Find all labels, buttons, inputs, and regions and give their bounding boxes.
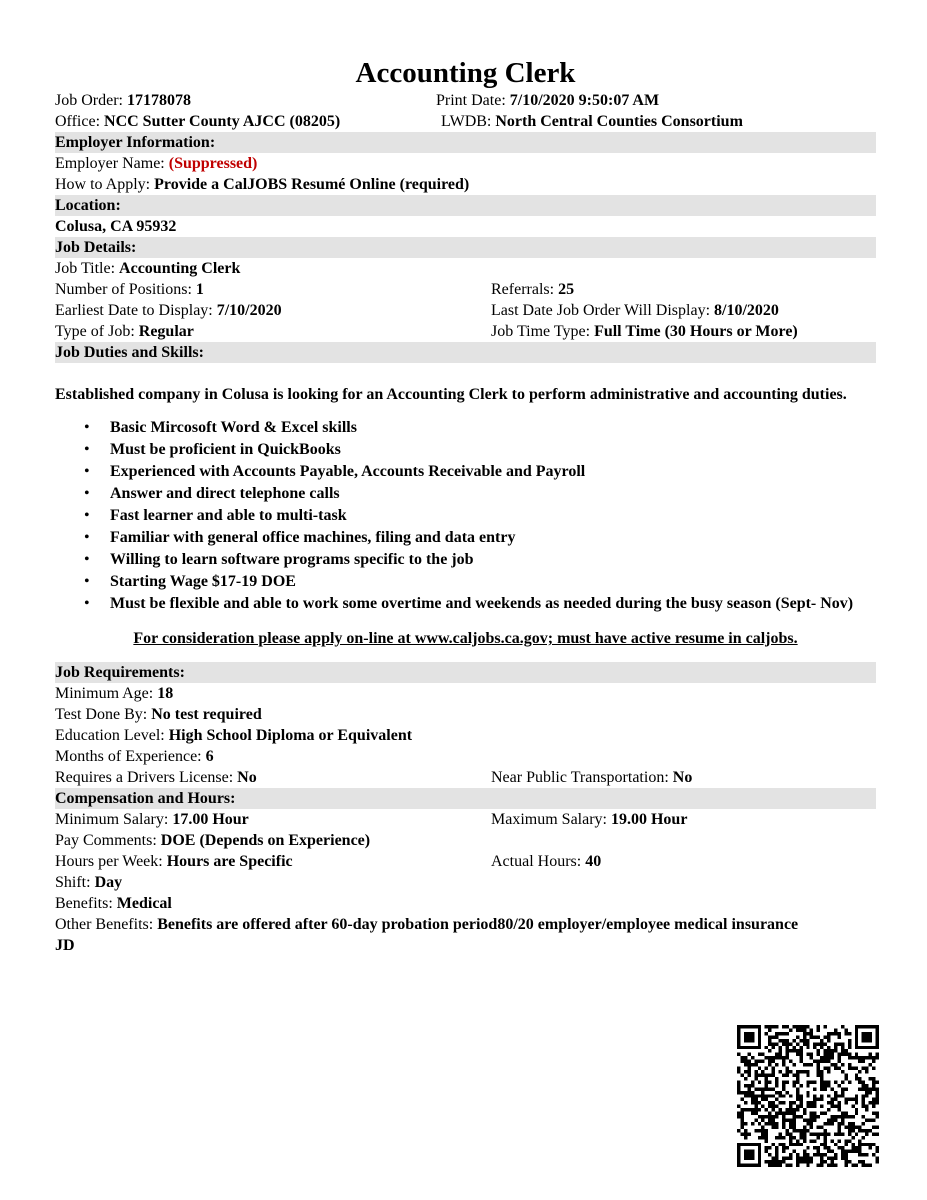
max-salary	[491, 809, 687, 830]
job-type-row	[55, 321, 876, 342]
benefits-row	[55, 893, 876, 914]
benefits-label: Benefits:	[55, 895, 117, 912]
education-row	[55, 725, 876, 746]
duty-item	[55, 439, 876, 461]
lwdb	[441, 111, 743, 132]
max-salary-value: 19.00 Hour	[610, 811, 688, 828]
print-date	[436, 90, 659, 111]
min-salary-value: 17.00 Hour	[172, 811, 249, 828]
duty-text: Familiar with general office machines, filing and data entry	[110, 529, 516, 546]
how-to-apply-row	[55, 174, 876, 195]
how-to-apply-label: How to Apply:	[55, 176, 155, 193]
max-salary-label: Maximum Salary:	[491, 811, 611, 828]
section-compensation: Compensation and Hours:	[55, 788, 876, 809]
public-transport-label: Near Public Transportation:	[491, 769, 673, 786]
bullet-icon: •	[84, 573, 90, 590]
location-value: Colusa, CA 95932	[55, 218, 177, 235]
min-age-value: 18	[157, 685, 174, 702]
employer-name-value: (Suppressed)	[168, 155, 258, 172]
job-type-value: Regular	[138, 323, 194, 340]
public-transport-value: No	[672, 769, 693, 786]
other-benefits-label: Other Benefits:	[55, 916, 158, 933]
shift-row	[55, 872, 876, 893]
duty-item	[55, 571, 876, 593]
earliest-date-value: 7/10/2020	[216, 302, 282, 319]
actual-hours-value: 40	[585, 853, 602, 870]
positions-row	[55, 279, 876, 300]
employer-name-row	[55, 153, 876, 174]
referrals-label: Referrals:	[491, 281, 559, 298]
location-row	[55, 216, 876, 237]
positions-label: Number of Positions:	[55, 281, 196, 298]
earliest-date-label: Earliest Date to Display:	[55, 302, 217, 319]
benefits-value: Medical	[116, 895, 172, 912]
hours-row	[55, 851, 876, 872]
duty-text: Fast learner and able to multi-task	[110, 507, 347, 524]
hours-label: Hours per Week:	[55, 853, 167, 870]
duty-text: Experienced with Accounts Payable, Accounts Receivable and Payroll	[110, 463, 586, 480]
test-label: Test Done By:	[55, 706, 152, 723]
bullet-icon: •	[84, 551, 90, 568]
section-location: Location:	[55, 195, 876, 216]
section-employer: Employer Information:	[55, 132, 876, 153]
job-order-document	[55, 54, 876, 956]
duty-text: Willing to learn software programs specific to the job	[110, 551, 474, 568]
last-date-label: Last Date Job Order Will Display:	[491, 302, 715, 319]
bullet-icon: •	[84, 485, 90, 502]
job-order-row	[55, 90, 876, 111]
bullet-icon: •	[84, 419, 90, 436]
pay-comments-value: DOE (Depends on Experience)	[160, 832, 371, 849]
license-label: Requires a Drivers License:	[55, 769, 238, 786]
display-dates-row	[55, 300, 876, 321]
last-date	[491, 300, 779, 321]
test-value: No test required	[151, 706, 262, 723]
test-row	[55, 704, 876, 725]
job-title-label: Job Title:	[55, 260, 120, 277]
print-date-value: 7/10/2020 9:50:07 AM	[509, 92, 660, 109]
bullet-icon: •	[84, 441, 90, 458]
salary-row	[55, 809, 876, 830]
other-benefits-value: Benefits are offered after 60-day probation period80/20 employer/employee medical insurance	[157, 916, 799, 933]
bullet-icon: •	[84, 507, 90, 524]
shift-label: Shift:	[55, 874, 95, 891]
duty-text: Answer and direct telephone calls	[110, 485, 340, 502]
bullet-icon: •	[84, 463, 90, 480]
duty-item	[55, 483, 876, 505]
duties-list	[55, 417, 876, 615]
duty-item	[55, 505, 876, 527]
referrals-value: 25	[558, 281, 575, 298]
job-title-value: Accounting Clerk	[119, 260, 241, 277]
how-to-apply-value: Provide a CalJOBS Resumé Online (required)	[154, 176, 470, 193]
bullet-icon: •	[84, 529, 90, 546]
job-time-type-value: Full Time (30 Hours or More)	[594, 323, 798, 340]
bullet-icon: •	[84, 595, 90, 612]
job-type-label: Type of Job:	[55, 323, 139, 340]
duty-item	[55, 417, 876, 439]
min-age-label: Minimum Age:	[55, 685, 158, 702]
pay-comments-label: Pay Comments:	[55, 832, 161, 849]
job-title-row	[55, 258, 876, 279]
job-time-type-label: Job Time Type:	[491, 323, 595, 340]
duty-text: Must be proficient in QuickBooks	[110, 441, 341, 458]
experience-label: Months of Experience:	[55, 748, 206, 765]
min-salary-label: Minimum Salary:	[55, 811, 173, 828]
public-transport	[491, 767, 692, 788]
office-label: Office:	[55, 113, 105, 130]
page-title: Accounting Clerk	[355, 57, 576, 89]
job-description: Established company in Colusa is looking for an Accounting Clerk to perform administrative and accounting duties.	[55, 386, 847, 403]
actual-hours-label: Actual Hours:	[491, 853, 586, 870]
job-order-number: 17178078	[126, 92, 191, 109]
print-date-label: Print Date:	[436, 92, 510, 109]
section-requirements: Job Requirements:	[55, 662, 876, 683]
qr-code	[737, 1025, 879, 1167]
duty-item	[55, 549, 876, 571]
section-job-details: Job Details:	[55, 237, 876, 258]
job-order-label: Job Order:	[55, 92, 127, 109]
duty-item	[55, 527, 876, 549]
experience-row	[55, 746, 876, 767]
section-duties: Job Duties and Skills:	[55, 342, 876, 363]
education-label: Education Level:	[55, 727, 169, 744]
office-value: NCC Sutter County AJCC (08205)	[104, 113, 341, 130]
employer-name-label: Employer Name:	[55, 155, 169, 172]
experience-value: 6	[205, 748, 214, 765]
actual-hours	[491, 851, 601, 872]
hours-value: Hours are Specific	[166, 853, 293, 870]
pay-comments-row	[55, 830, 876, 851]
duty-text: Must be flexible and able to work some overtime and weekends as needed during the busy season (Sept- Nov)	[110, 595, 854, 612]
job-time-type	[491, 321, 798, 342]
lwdb-label: LWDB:	[441, 113, 496, 130]
other-benefits-row	[55, 914, 835, 935]
apply-note: For consideration please apply on-line at www.caljobs.ca.gov; must have active resume in caljobs.	[133, 630, 798, 647]
shift-value: Day	[94, 874, 123, 891]
referrals	[491, 279, 574, 300]
duty-item	[55, 461, 876, 483]
duty-item	[55, 593, 876, 615]
last-date-value: 8/10/2020	[714, 302, 779, 319]
lwdb-value: North Central Counties Consortium	[495, 113, 743, 130]
office-row	[55, 111, 876, 132]
license-value: No	[237, 769, 257, 786]
duty-text: Basic Mircosoft Word & Excel skills	[110, 419, 357, 436]
duty-text: Starting Wage $17-19 DOE	[110, 573, 296, 590]
license-row	[55, 767, 876, 788]
initials: JD	[55, 937, 75, 954]
positions-value: 1	[195, 281, 204, 298]
education-value: High School Diploma or Equivalent	[168, 727, 413, 744]
initials-row	[55, 935, 876, 956]
min-age-row	[55, 683, 876, 704]
